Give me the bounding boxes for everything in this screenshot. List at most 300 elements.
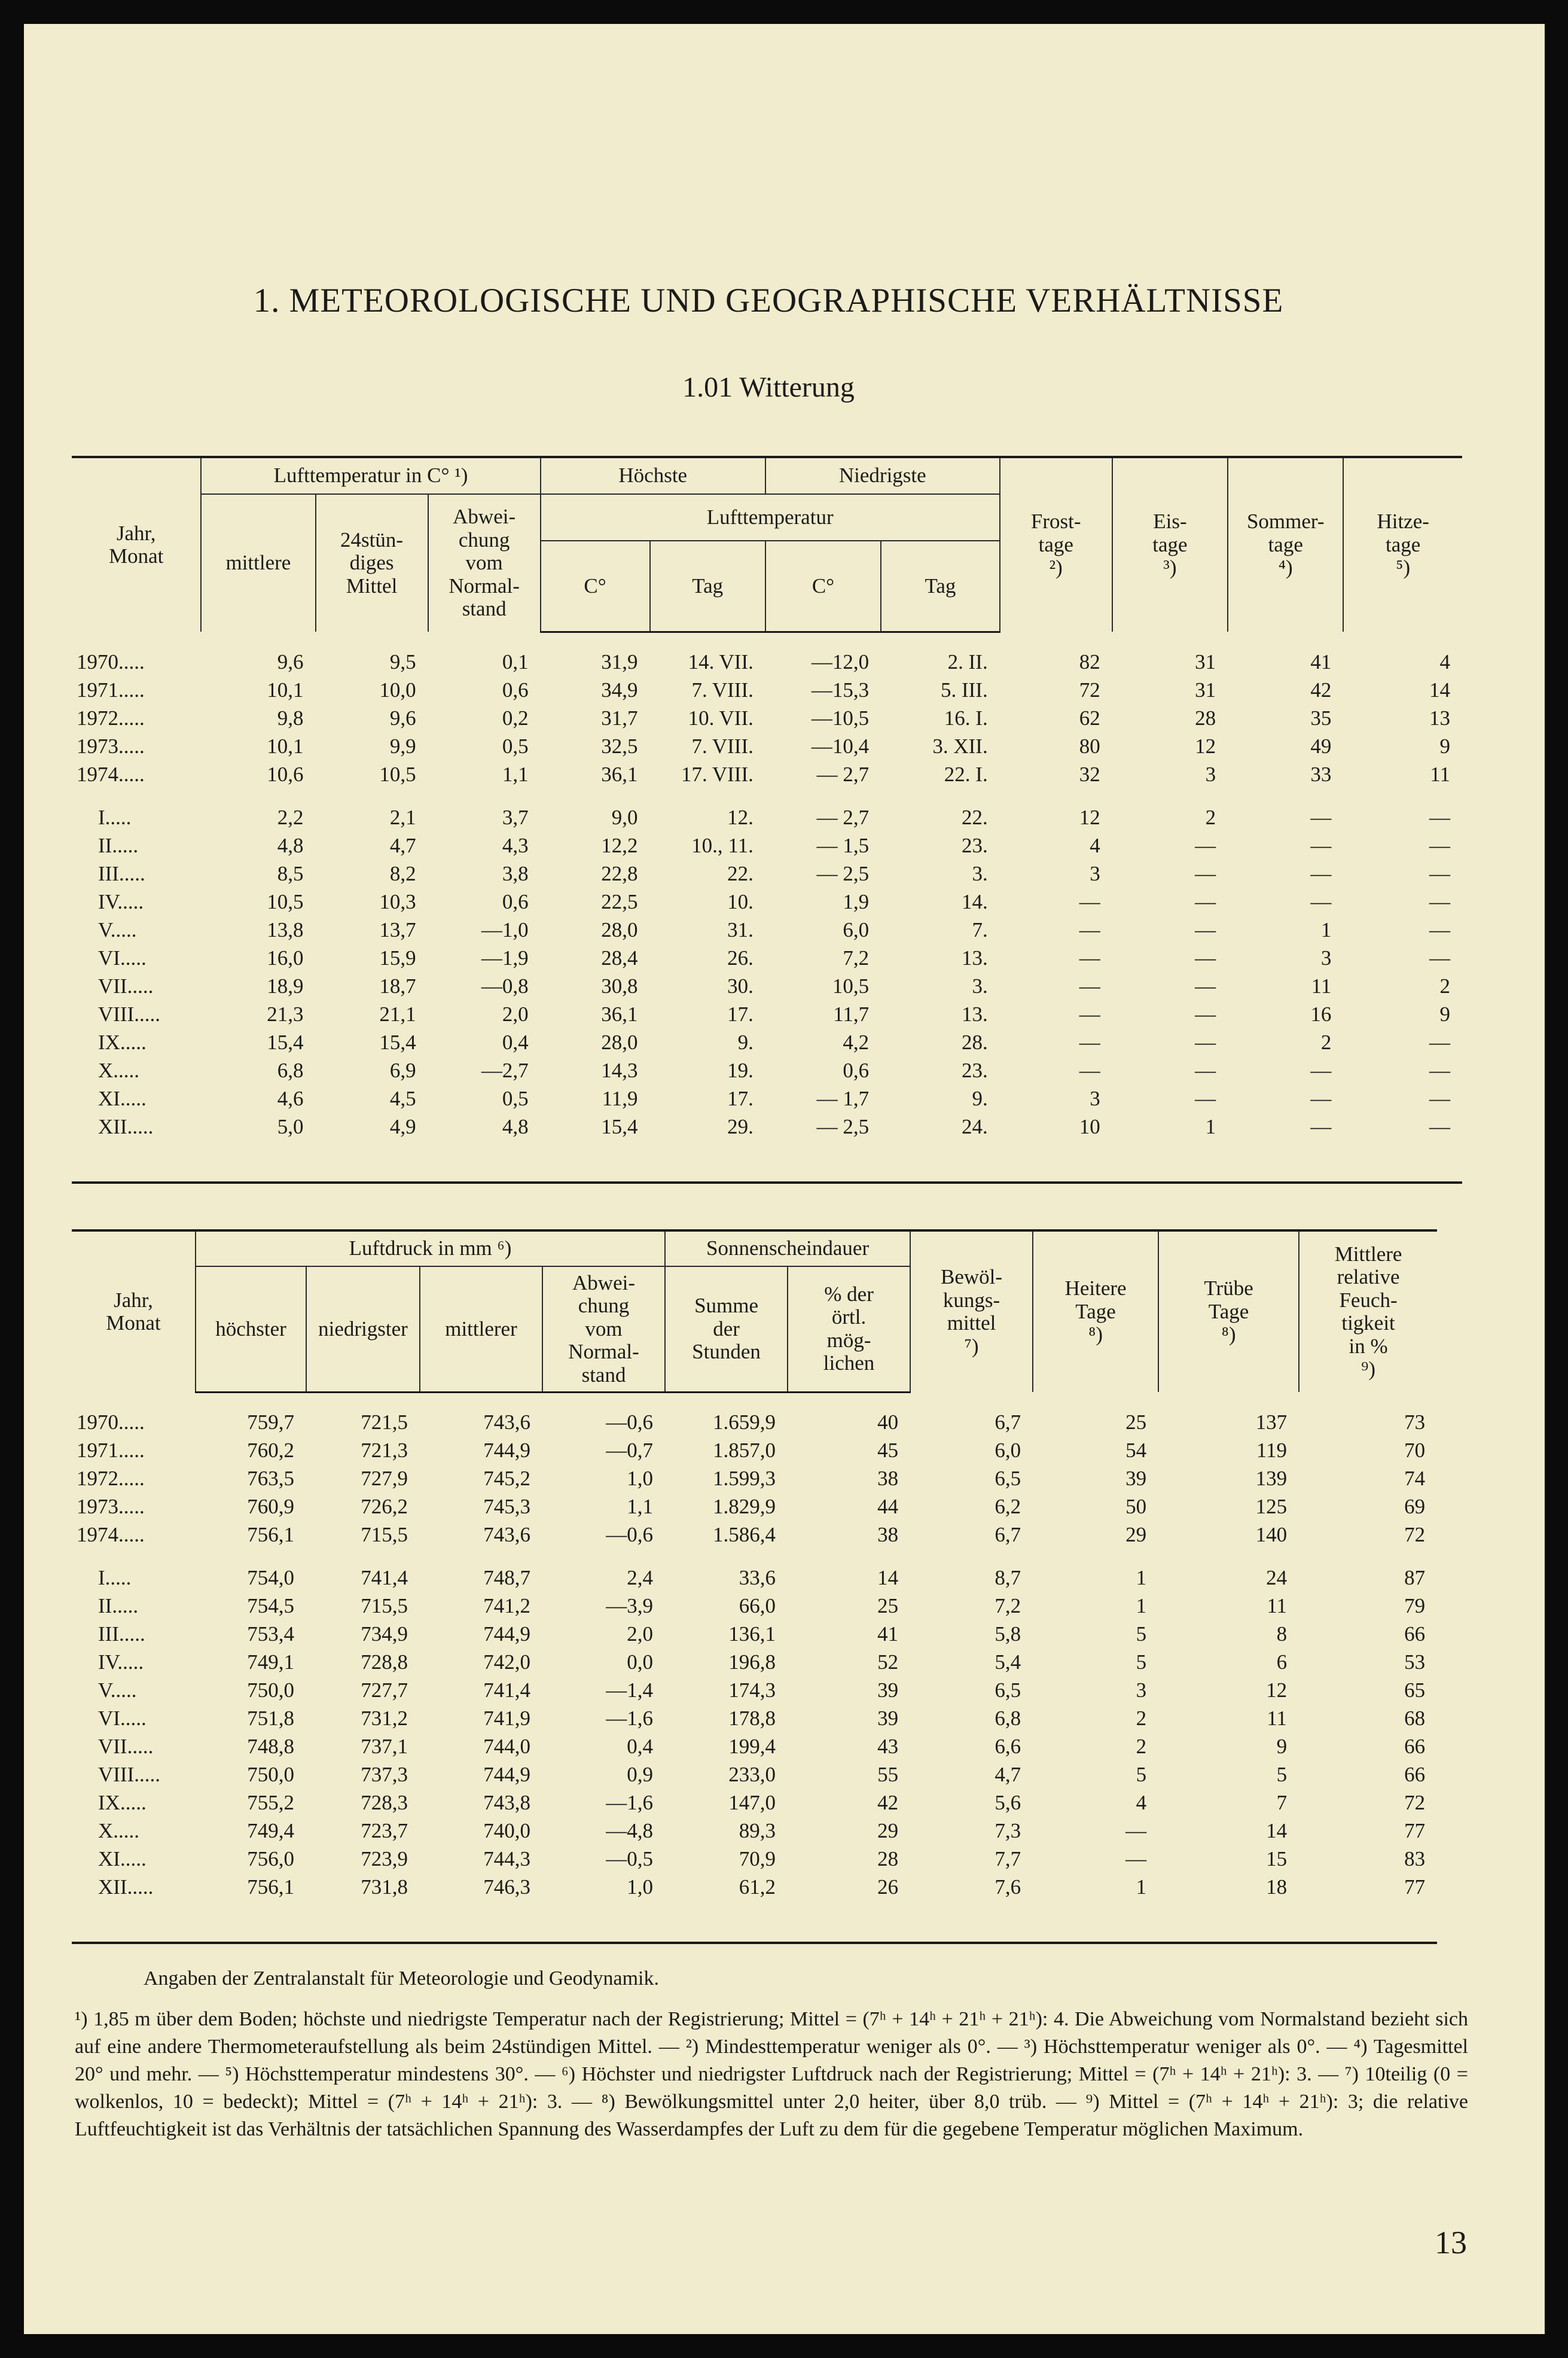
table-cell: 199,4 [728, 1734, 776, 1758]
table-cell: 3 [1205, 762, 1216, 786]
table-cell: 13. [961, 946, 988, 970]
table-cell: 740,0 [483, 1818, 530, 1842]
table-cell: 17. [727, 1086, 754, 1110]
leader-dots: ..... [120, 946, 147, 970]
table-cell: 10., 11. [691, 833, 754, 857]
header-hoechste-tag: Tag [650, 541, 765, 632]
footnotes-block [75, 1965, 1468, 2143]
header2-relative-feuchtigkeit: Mittlere relative Feuch- tigkeit in % ⁹) [1299, 1230, 1437, 1392]
table-cell: 15,4 [601, 1114, 638, 1138]
table-cell: 8,7 [995, 1565, 1021, 1589]
table-cell: 759,7 [247, 1410, 294, 1434]
table-cell: — [1195, 946, 1216, 970]
month-row [72, 1000, 1462, 1028]
table-cell: 2 [1320, 1030, 1332, 1054]
table-cell: 12,2 [601, 833, 638, 857]
table-cell: —0,6 [606, 1410, 654, 1434]
table-cell: 743,6 [483, 1522, 530, 1546]
row-label: VI..... [98, 946, 147, 970]
year-row [72, 704, 1462, 732]
table-cell: 25 [1125, 1410, 1147, 1434]
table-cell: 196,8 [728, 1650, 776, 1674]
table-cell: 174,3 [728, 1678, 776, 1702]
table-cell: 10. [727, 889, 754, 913]
table-cell: 726,2 [361, 1494, 408, 1518]
table-cell: 28. [961, 1030, 988, 1054]
leader-dots: ..... [118, 706, 145, 730]
row-label: VIII..... [98, 1002, 160, 1026]
table-cell: 6,5 [995, 1678, 1021, 1702]
pressure-table-body [72, 1392, 1437, 1943]
row-label: 1974..... [77, 1522, 145, 1546]
table-cell: — [1429, 833, 1450, 857]
header-hoechste: Höchste [541, 457, 765, 494]
header2-hoechster: höchster [196, 1266, 306, 1392]
table-cell: — 2,7 [816, 762, 870, 786]
table-cell: 5 [1276, 1762, 1288, 1786]
table-cell: 11 [1267, 1706, 1288, 1730]
table-cell: — [1195, 1030, 1216, 1054]
header-lufttemperatur: Lufttemperatur in C° ¹) [201, 457, 540, 494]
leader-dots: ..... [127, 1114, 154, 1138]
table-cell: 8,2 [389, 861, 416, 885]
table-cell: 77 [1404, 1875, 1426, 1899]
table-cell: — [1429, 805, 1450, 829]
table-cell: 751,8 [247, 1706, 294, 1730]
row-label: IX..... [98, 1030, 147, 1054]
year-row [72, 1492, 1437, 1521]
month-row [72, 1620, 1437, 1648]
table-cell: 31,7 [601, 706, 638, 730]
table-cell: — [1310, 861, 1332, 885]
table-cell: 77 [1404, 1818, 1426, 1842]
year-row [72, 760, 1462, 788]
table-cell: 753,4 [247, 1622, 294, 1646]
table-cell: — [1195, 833, 1216, 857]
table-cell: 33,6 [739, 1565, 776, 1589]
table-cell: 2 [1439, 974, 1450, 998]
table-cell: — [1310, 1058, 1332, 1082]
table-cell: 28,0 [601, 918, 638, 942]
table-cell: 728,3 [361, 1790, 408, 1814]
table-cell: 2,2 [277, 805, 304, 829]
month-row [72, 1028, 1462, 1056]
table-cell: 5 [1136, 1762, 1147, 1786]
row-label: XI..... [98, 1847, 147, 1870]
table-cell: 16,0 [267, 946, 304, 970]
table-cell: 6,6 [995, 1734, 1021, 1758]
table-cell: 6,8 [995, 1706, 1021, 1730]
table-cell: 6,9 [389, 1058, 416, 1082]
table-cell: 3 [1136, 1678, 1147, 1702]
table-cell: 15,4 [267, 1030, 304, 1054]
table-cell: 23. [961, 833, 988, 857]
table-cell: 5 [1136, 1650, 1147, 1674]
table-cell: 25 [877, 1594, 899, 1617]
table-cell: 3 [1090, 861, 1100, 885]
table-cell: —10,5 [811, 706, 870, 730]
table-cell: 1,0 [627, 1466, 654, 1490]
table-cell: 66 [1404, 1622, 1426, 1646]
table-cell: 24. [961, 1114, 988, 1138]
year-row [72, 676, 1462, 704]
leader-dots: ..... [118, 1438, 145, 1462]
table-cell: 0,4 [502, 1030, 529, 1054]
leader-dots: ..... [134, 1762, 160, 1786]
table-cell: 41 [1310, 650, 1332, 674]
table-cell: 10,5 [379, 762, 416, 786]
header-mittlere: mittlere [201, 494, 315, 632]
table-cell: 741,4 [483, 1678, 530, 1702]
row-label: II..... [98, 833, 139, 857]
table-cell: — [1429, 1030, 1450, 1054]
table-cell: 743,8 [483, 1790, 530, 1814]
row-label: VI..... [98, 1706, 147, 1730]
month-row [72, 1113, 1462, 1141]
row-label: 1972..... [77, 706, 145, 730]
table-cell: 1 [1136, 1594, 1147, 1617]
header-hoechste-c: C° [541, 541, 650, 632]
table-cell: — 1,7 [816, 1086, 870, 1110]
table-cell: 741,4 [361, 1565, 408, 1589]
table-cell: 7,3 [995, 1818, 1021, 1842]
table-cell: 11 [1311, 974, 1332, 998]
table-cell: 4,5 [389, 1086, 416, 1110]
table-cell: — [1079, 1002, 1100, 1026]
table-cell: 6 [1276, 1650, 1288, 1674]
table-cell: 723,7 [361, 1818, 408, 1842]
month-row [72, 1056, 1462, 1084]
table-cell: 18 [1266, 1875, 1288, 1899]
table-cell: 15,4 [379, 1030, 416, 1054]
table-cell: —0,5 [606, 1847, 654, 1870]
table-cell: — 2,5 [816, 1114, 870, 1138]
table-cell: 734,9 [361, 1622, 408, 1646]
table-cell: 8 [1276, 1622, 1288, 1646]
table-cell: 742,0 [483, 1650, 530, 1674]
table-cell: 749,1 [247, 1650, 294, 1674]
table-cell: 9,8 [277, 706, 304, 730]
table-cell: 18,7 [379, 974, 416, 998]
leader-dots: ..... [118, 1410, 145, 1434]
table-cell: 0,5 [502, 1086, 529, 1110]
table-cell: 731,8 [361, 1875, 408, 1899]
table-cell: 41 [877, 1622, 899, 1646]
row-label: VIII..... [98, 1762, 160, 1786]
leader-dots: ..... [118, 861, 145, 885]
table-cell: 727,7 [361, 1678, 408, 1702]
table-cell: 30,8 [601, 974, 638, 998]
row-label: X..... [98, 1818, 140, 1842]
table-cell: 22,5 [601, 889, 638, 913]
table-cell: 0,0 [627, 1650, 654, 1674]
header-jahr-monat: Jahr, Monat [72, 457, 201, 632]
month-row [72, 1760, 1437, 1789]
header2-prozent-moeglich: % der örtl. mög- lichen [788, 1266, 910, 1392]
table-cell: 10,1 [267, 678, 304, 702]
table-cell: 12. [727, 805, 754, 829]
table-cell: 72 [1404, 1790, 1426, 1814]
table-cell: 2 [1136, 1706, 1147, 1730]
table-cell: 21,1 [379, 1002, 416, 1026]
row-label: 1971..... [77, 678, 145, 702]
table-cell: 79 [1404, 1594, 1426, 1617]
row-label: I..... [98, 805, 132, 829]
table-cell: 2,4 [627, 1565, 654, 1589]
leader-dots: ..... [105, 1565, 132, 1589]
table-cell: —0,8 [481, 974, 529, 998]
table-cell: 53 [1404, 1650, 1426, 1674]
header2-abweichung: Abwei- chung vom Normal- stand [542, 1266, 665, 1392]
table-cell: 721,5 [361, 1410, 408, 1434]
table-cell: 49 [1310, 734, 1332, 758]
month-row [72, 1732, 1437, 1760]
table-cell: 54 [1125, 1438, 1147, 1462]
table-cell: 749,4 [247, 1818, 294, 1842]
leader-dots: ..... [120, 1706, 147, 1730]
table-cell: 727,9 [361, 1466, 408, 1490]
leader-dots: ..... [113, 1058, 140, 1082]
year-row [72, 732, 1462, 760]
table-cell: 721,3 [361, 1438, 408, 1462]
table-cell: 4,8 [277, 833, 304, 857]
table-cell: 0,6 [502, 889, 529, 913]
table-cell: 4,9 [389, 1114, 416, 1138]
header2-heitere-tage: Heitere Tage ⁸) [1033, 1230, 1158, 1392]
table-cell: 14 [877, 1565, 899, 1589]
table-cell: 69 [1404, 1494, 1426, 1518]
header-frosttage: Frost- tage ²) [1000, 457, 1112, 632]
year-row [72, 1408, 1437, 1436]
leader-dots: ..... [118, 734, 145, 758]
table-cell: — [1429, 889, 1450, 913]
page-title: 1. METEOROLOGISCHE UND GEOGRAPHISCHE VERHÄLTNISSE [253, 282, 1284, 319]
header-hitzetage: Hitze- tage ⁵) [1343, 457, 1462, 632]
table-cell: 0,4 [627, 1734, 654, 1758]
month-row [72, 1648, 1437, 1676]
table-cell: 18,9 [267, 974, 304, 998]
month-row [72, 1845, 1437, 1873]
table-cell: 14,3 [601, 1058, 638, 1082]
leader-dots: ..... [127, 1875, 154, 1899]
row-label: VII..... [98, 974, 154, 998]
table-cell: 70 [1404, 1438, 1426, 1462]
table-cell: — [1429, 918, 1450, 942]
table-cell: 13,8 [267, 918, 304, 942]
table-cell: 731,2 [361, 1706, 408, 1730]
table-cell: 31. [727, 918, 754, 942]
row-label: 1970..... [77, 1410, 145, 1434]
table-cell: —12,0 [811, 650, 870, 674]
month-row [72, 944, 1462, 972]
leader-dots: ..... [120, 1030, 147, 1054]
row-label: I..... [98, 1565, 132, 1589]
table-cell: 0,6 [502, 678, 529, 702]
table-cell: 10,6 [267, 762, 304, 786]
table-cell: 1 [1205, 1114, 1216, 1138]
table-cell: — [1079, 889, 1100, 913]
table-cell: 13 [1429, 706, 1450, 730]
table-cell: 10,0 [379, 678, 416, 702]
header2-summe-stunden: Summe der Stunden [665, 1266, 788, 1392]
table-cell: 89,3 [739, 1818, 776, 1842]
table-cell: — [1195, 1086, 1216, 1110]
table-cell: 32,5 [601, 734, 638, 758]
table-cell: 5,0 [277, 1114, 304, 1138]
table-cell: — [1079, 1030, 1100, 1054]
table-cell: 30. [727, 974, 754, 998]
table-cell: 119 [1256, 1438, 1288, 1462]
table-cell: 55 [877, 1762, 899, 1786]
table-cell: 4,2 [843, 1030, 870, 1054]
table-cell: 7 [1276, 1790, 1288, 1814]
row-label: V..... [98, 1678, 137, 1702]
table-cell: — [1195, 1058, 1216, 1082]
table-cell: 754,0 [247, 1565, 294, 1589]
table-cell: 7,2 [995, 1594, 1021, 1617]
table-cell: 1.829,9 [713, 1494, 776, 1518]
table-cell: 1,0 [627, 1875, 654, 1899]
table-cell: 3. [972, 861, 988, 885]
table-cell: 7,7 [995, 1847, 1021, 1870]
table-cell: 61,2 [739, 1875, 776, 1899]
table-cell: 728,8 [361, 1650, 408, 1674]
table-cell: 7. VIII. [691, 734, 754, 758]
table-cell: 28 [1195, 706, 1216, 730]
table-cell: 744,0 [483, 1734, 530, 1758]
page-number: 13 [1435, 2225, 1467, 2260]
table-cell: 40 [877, 1410, 899, 1434]
table-cell: 7,2 [843, 946, 870, 970]
document-page [24, 24, 1545, 2334]
table-cell: 9,5 [389, 650, 416, 674]
row-label: XII..... [98, 1875, 154, 1899]
table-cell: 6,2 [995, 1494, 1021, 1518]
header-niedrigste-tag: Tag [881, 541, 1000, 632]
table-cell: 10,3 [379, 889, 416, 913]
table-cell: 31,9 [601, 650, 638, 674]
table-cell: 70,9 [739, 1847, 776, 1870]
table-cell: 6,0 [995, 1438, 1021, 1462]
table-cell: 42 [1310, 678, 1332, 702]
table-cell: —2,7 [481, 1058, 529, 1082]
table-cell: 5,6 [995, 1790, 1021, 1814]
table-cell: 1.586,4 [713, 1522, 776, 1546]
table-cell: 6,5 [995, 1466, 1021, 1490]
row-label: IX..... [98, 1790, 147, 1814]
table-cell: 756,0 [247, 1847, 294, 1870]
header-lufttemperatur-2: Lufttemperatur [541, 494, 1000, 541]
table-cell: 756,1 [247, 1875, 294, 1899]
leader-dots: ..... [120, 1790, 147, 1814]
leader-dots: ..... [112, 1594, 139, 1617]
table-cell: 741,9 [483, 1706, 530, 1730]
table-cell: 3 [1090, 1086, 1100, 1110]
table-cell: 19. [727, 1058, 754, 1082]
table-cell: 23. [961, 1058, 988, 1082]
table-cell: 8,5 [277, 861, 304, 885]
month-row [72, 972, 1462, 1000]
month-row [72, 1592, 1437, 1620]
source-note: Angaben der Zentralanstalt für Meteorologie und Geodynamik. [144, 1967, 660, 1990]
month-row [72, 1789, 1437, 1817]
leader-dots: ..... [118, 650, 145, 674]
table-cell: 3 [1320, 946, 1332, 970]
row-label: VII..... [98, 1734, 154, 1758]
table-cell: 16. I. [944, 706, 988, 730]
weather-pressure-table [72, 1229, 1437, 1944]
header2-truebe-tage: Trübe Tage ⁸) [1158, 1230, 1299, 1392]
header-niedrigste: Niedrigste [765, 457, 1000, 494]
table-cell: 36,1 [601, 762, 638, 786]
table-cell: 22,8 [601, 861, 638, 885]
table-cell: 9,9 [389, 734, 416, 758]
leader-dots: ..... [105, 805, 132, 829]
table-cell: 750,0 [247, 1762, 294, 1786]
table-cell: 11,9 [602, 1086, 638, 1110]
table-cell: 744,9 [483, 1438, 530, 1462]
table-cell: 13. [961, 1002, 988, 1026]
table-cell: 68 [1404, 1706, 1426, 1730]
header2-sonnenscheindauer: Sonnenscheindauer [665, 1230, 910, 1266]
leader-dots: ..... [127, 974, 154, 998]
table-cell: —10,4 [811, 734, 870, 758]
table-cell: 24 [1266, 1565, 1288, 1589]
table-cell: 32 [1079, 762, 1100, 786]
row-label: III..... [98, 861, 145, 885]
row-label: III..... [98, 1622, 145, 1646]
table-cell: 22. I. [944, 762, 988, 786]
section-subtitle: 1.01 Witterung [682, 371, 855, 403]
table-cell: 715,5 [361, 1594, 408, 1617]
table-cell: 4,6 [277, 1086, 304, 1110]
table-cell: 9. [737, 1030, 754, 1054]
leader-dots: ..... [134, 1002, 160, 1026]
table-cell: 139 [1255, 1466, 1288, 1490]
table-cell: 33 [1310, 762, 1332, 786]
table-cell: 28,4 [601, 946, 638, 970]
table-cell: 5 [1136, 1622, 1147, 1646]
table-cell: 12 [1195, 734, 1216, 758]
table-cell: 17. [727, 1002, 754, 1026]
leader-dots: ..... [117, 889, 144, 913]
table-cell: 2,0 [502, 1002, 529, 1026]
table-cell: 14 [1429, 678, 1450, 702]
footnotes-text: ¹) 1,85 m über dem Boden; höchste und niedrigste Temperatur nach der Registrierung; Mittel = (7ʰ + 14ʰ + 21ʰ + 21ʰ): 4. Die Abweichung vom Normalstand bezieht sich auf eine andere Thermometeraufstellung als beim 24stündigen Mittel. — ²) Mindesttemperatur weniger als 0°. — ³) Höchsttemperatur weniger als 0°. — ⁴) Tagesmittel 20° und mehr. — ⁵) Höchsttemperatur mindestens 30°. — ⁶) Höchster und niedrigster Luftdruck nach der Registrierung; Mittel = (7ʰ + 14ʰ + 21ʰ): 3. — ⁷) 10teilig (0 = wolkenlos, 10 = bedeckt); Mittel = (7ʰ + 14ʰ + 21ʰ): 3. — ⁸) Bewölkungsmittel unter 2,0 heiter, über 8,0 trüb. — ⁹) Mittel = (7ʰ + 14ʰ + 21ʰ): 3; die relative Luftfeuchtigkeit ist das Verhältnis der tatsächlichen Spannung des Wasserdampfes der Luft zu dem für die gegebene Temperatur möglichen Maximum. [75, 2008, 1468, 2140]
leader-dots: ..... [120, 1086, 147, 1110]
table-cell: — [1429, 1114, 1450, 1138]
year-row [72, 1436, 1437, 1464]
table-cell: 743,6 [483, 1410, 530, 1434]
table-cell: 22. [961, 805, 988, 829]
leader-dots: ..... [127, 1734, 154, 1758]
table-cell: 10,1 [267, 734, 304, 758]
month-row [72, 1084, 1462, 1113]
leader-dots: ..... [120, 1847, 147, 1870]
table-cell: 17. VIII. [681, 762, 754, 786]
table-cell: 0,5 [502, 734, 529, 758]
table-cell: 723,9 [361, 1847, 408, 1870]
header-eistage: Eis- tage ³) [1112, 457, 1228, 632]
table-cell: 31 [1195, 650, 1216, 674]
table-cell: 4,7 [389, 833, 416, 857]
table-cell: —1,4 [606, 1678, 654, 1702]
table-cell: 12 [1079, 805, 1100, 829]
table-cell: 66,0 [739, 1594, 776, 1617]
table-cell: 5. III. [940, 678, 988, 702]
table-cell: — [1195, 974, 1216, 998]
table-cell: 74 [1404, 1466, 1426, 1490]
